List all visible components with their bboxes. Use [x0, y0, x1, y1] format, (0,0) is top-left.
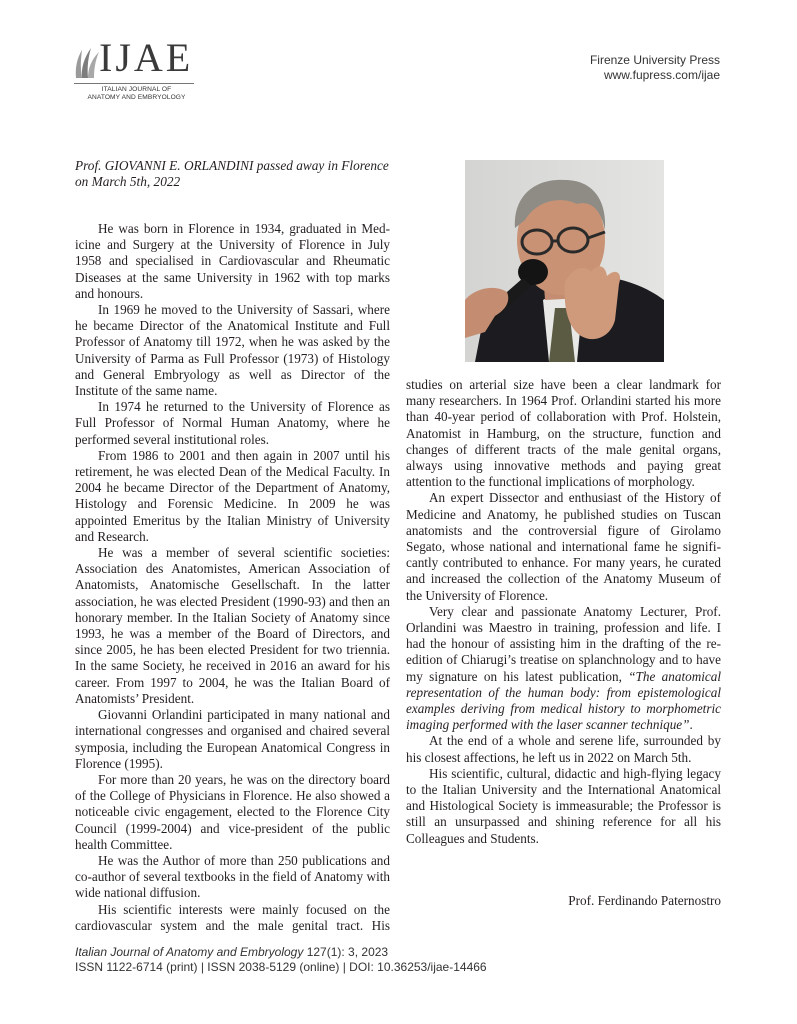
logo-subtitle-line2: ANATOMY AND EMBRYOLOGY [87, 94, 186, 101]
journal-logo [74, 35, 204, 102]
portrait-illustration [465, 160, 664, 362]
publication-title: “The anatomical representation of the human body: from epistemological examples deriving from medical history to morphometric imaging performed with the laser scanner technique” [406, 668, 722, 733]
lecturer-text: Very clear and passionate Anatomy Lecturer, Prof. Orlandini was Maestro in training, profession and life. I had the honour of assisting him in the drafting of the re-edition of Chiarugi’s treatise on splanchnology and to have my signature on his latest publication, [406, 603, 721, 684]
paragraph-interests-start: His scientific interests were mainly focused on the cardiovascular system and the male genital tract. His [75, 901, 390, 933]
paragraph-birth: He was born in Florence in 1934, graduated in Medicine and Surgery at the University of Florence in July 1958 and specialised in Cardiovascular and Rheumatic Diseases at the same University in 1962 with top marks and honours. [75, 221, 390, 301]
paragraph-legacy: His scientific, cultural, didactic and high-flying legacy to the Italian University and the International Anatomical and Histological Society is immeasurable; the Professor is still an unsurpassed and shining reference for all his Colleagues and Students. [406, 765, 721, 846]
logo-divider [74, 83, 194, 84]
journal-name: Italian Journal of Anatomy and Embryology [75, 945, 304, 959]
issn-doi-line: ISSN 1122-6714 (print) | ISSN 2038-5129 (online) | DOI: 10.36253/ijae-14466 [75, 959, 487, 974]
citation-line [75, 945, 487, 960]
paragraph-lecturer [406, 604, 721, 734]
body-right-column [406, 377, 721, 847]
paragraph-publications: He was the Author of more than 250 publications and co-author of several textbooks in the field of Anatomy with wide national diffusion. [75, 852, 390, 901]
logo-subtitle-line1: ITALIAN JOURNAL OF [101, 86, 172, 93]
author-signature: Prof. Ferdinando Paternostro [568, 893, 721, 908]
publisher-url[interactable]: www.fupress.com/ijae [603, 68, 720, 82]
paragraph-societies: He was a member of several scientific societies: Association des Anatomistes, American Association of Anatomists, Anatomische Gesellschaft. In the latter association, he was elected President (1990-93) and then an honorary member. In the Italian Society of Anatomy since 1993, he was a member of the Board of Directors, and since 2005, he has been elected President for two triennia. In the same Society, he received in 2016 an award for his career. From 1997 to 2004, he was the Italian Board of Anatomists’ President. [75, 545, 390, 706]
paragraph-dean: From 1986 to 2001 and then again in 2007 until his retirement, he was elected Dean of the Medical Faculty. In 2004 he became Director of the Department of Anatomy, Histology and Forensic Medicine. In 2009 he was appointed Emeritus by the Italian Ministry of University and Research. [75, 447, 390, 544]
logo-letters: IJAE [99, 35, 194, 80]
paragraph-civic: For more than 20 years, he was on the directory board of the College of Physicians in Florence. He also showed a noticeable civic engagement, elected to the Florence City Council (1999-2004) and vice-president of the public health Committee. [75, 771, 390, 852]
publisher-name: Firenze University Press [589, 53, 720, 67]
paragraph-congresses: Giovanni Orlandini participated in many national and international congresses and organised and chaired several symposia, including the European Anatomical Congress in Florence (1995). [75, 707, 390, 771]
lecturer-end: . [689, 717, 693, 733]
publisher-info [590, 53, 720, 83]
paragraph-dissector: An expert Dissector and enthusiast of the History of Medicine and Anatomy, he published studies on Tuscan anatomists and the controversial figure of Girolamo Segato, whose national and international fame he significantly contributed to enhance. For many years, he curated and increased the collection of the Anatomy Museum of the University of Florence. [406, 490, 721, 603]
body-left-column [75, 221, 390, 934]
flame-leaf-logo-icon [74, 44, 100, 78]
volume-issue: 127(1): 3, 2023 [303, 945, 389, 959]
article-subtitle: Prof. GIOVANNI E. ORLANDINI passed away in Florence on March 5th, 2022 [75, 158, 389, 189]
portrait-photo [465, 160, 664, 362]
paragraph-florence-return: In 1974 he returned to the University of Florence as Full Professor of Normal Human Anatomy, where he performed several institutional roles. [75, 399, 390, 447]
page-footer [75, 945, 487, 974]
paragraph-sassari: In 1969 he moved to the University of Sassari, where he became Director of the Anatomical Institute and Full Professor of Anatomy till 1972, when he was asked by the University of Parma as Full Professor (1973) of Histology and General Embryology as well as Director of the Institute of the same name. [75, 302, 390, 399]
paragraph-interests-continued: studies on arterial size have been a clear landmark for many researchers. In 1964 Prof. Orlandini started his more than 40-year period of collaboration with Prof. Holstein, Anatomist in Hamburg, on the structure, function and changes of different tracts of the male genital organs, always using innovative methods and paying great attention to the functional implications of morphology. [406, 377, 721, 490]
logo-subtitle [74, 86, 199, 102]
paragraph-passing: At the end of a whole and serene life, surrounded by his closest affections, he left us in 2022 on March 5th. [406, 733, 721, 765]
